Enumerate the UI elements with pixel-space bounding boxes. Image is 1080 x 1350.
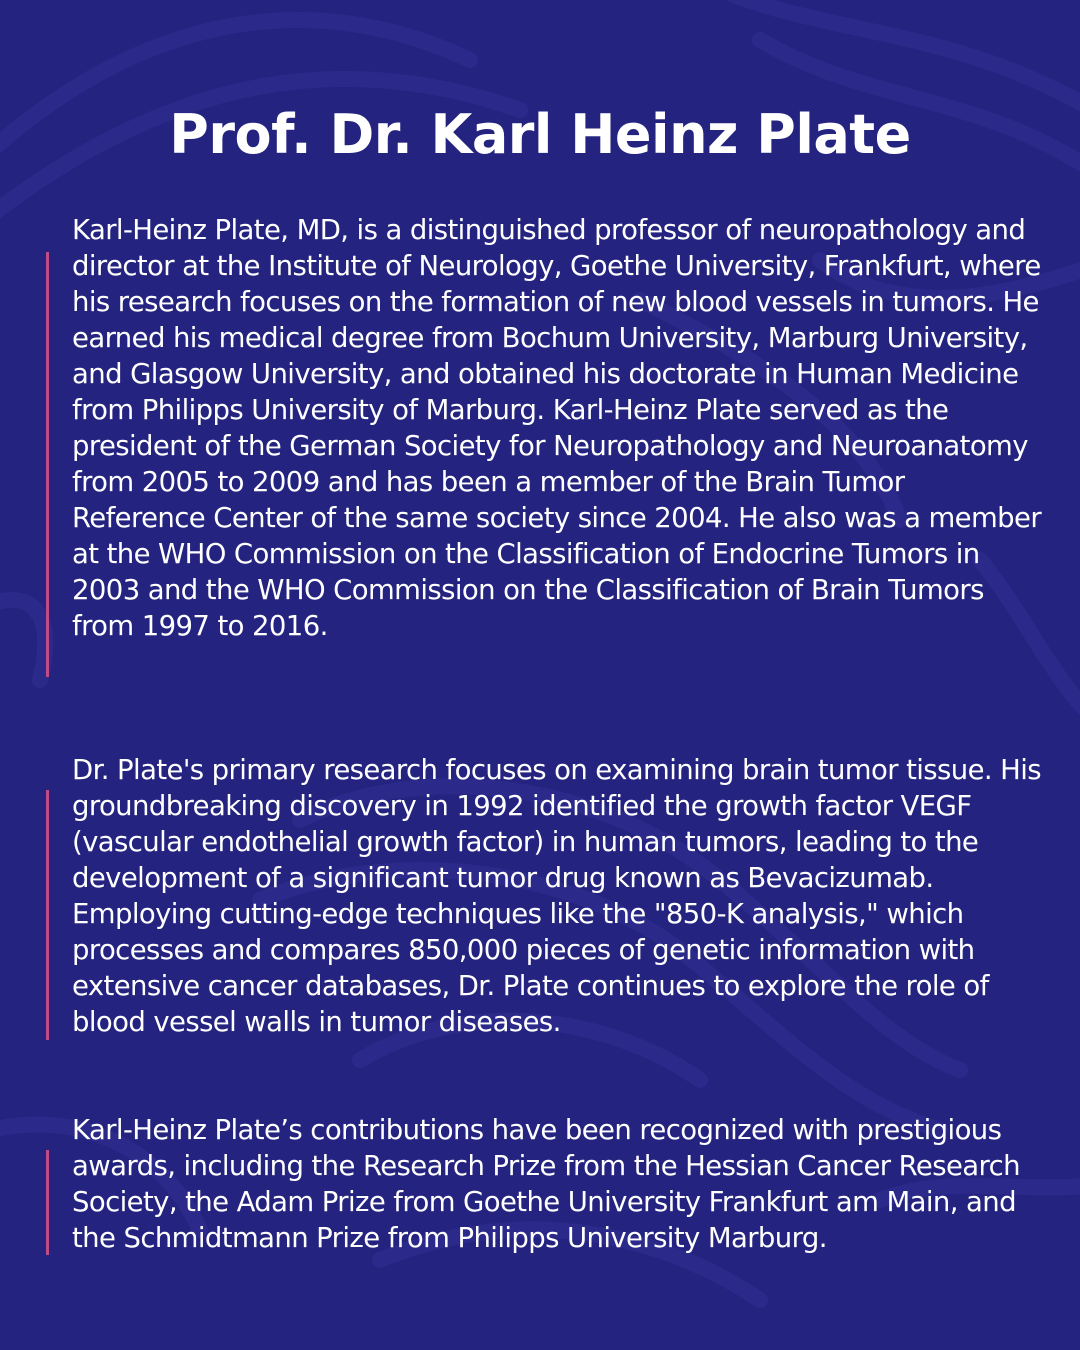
- accent-bar: [46, 252, 49, 677]
- page-title: Prof. Dr. Karl Heinz Plate: [169, 103, 911, 166]
- accent-bar: [46, 1150, 49, 1255]
- bio-paragraph: Karl-Heinz Plate, MD, is a distinguished professor of neuropathology and director at the Institute of Neurology, Goethe University, Frankfurt, where his research focuses on the formation of new blood vessels in tumors. He earned his medical degree from Bochum University, Marburg University, and Glasgow University, and obtained his doctorate in Human Medicine from Philipps University of Marburg. Karl-Heinz Plate served as the president of the German Society for Neuropathology and Neuroanatomy from 2005 to 2009 and has been a member of the Brain Tumor Reference Center of the same society since 2004. He also was a member at the WHO Commission on the Classification of Endocrine Tumors in 2003 and the WHO Commission on the Classification of Brain Tumors from 1997 to 2016.: [72, 214, 1042, 642]
- research-paragraph: Dr. Plate's primary research focuses on examining brain tumor tissue. His groundbreaking discovery in 1992 identified the growth factor VEGF (vascular endothelial growth factor) in human tumors, leading to the development of a significant tumor drug known as Bevacizumab. Employing cutting-edge techniques like the "850-K analysis," which processes and compares 850,000 pieces of genetic information with extensive cancer databases, Dr. Plate continues to explore the role of blood vessel walls in tumor diseases.: [72, 754, 1042, 1038]
- awards-paragraph: Karl-Heinz Plate’s contributions have been recognized with prestigious awards, including the Research Prize from the Hessian Cancer Research Society, the Adam Prize from Goethe University Frankfurt am Main, and the Schmidtmann Prize from Philipps University Marburg.: [72, 1114, 1020, 1254]
- accent-bar: [46, 790, 49, 1040]
